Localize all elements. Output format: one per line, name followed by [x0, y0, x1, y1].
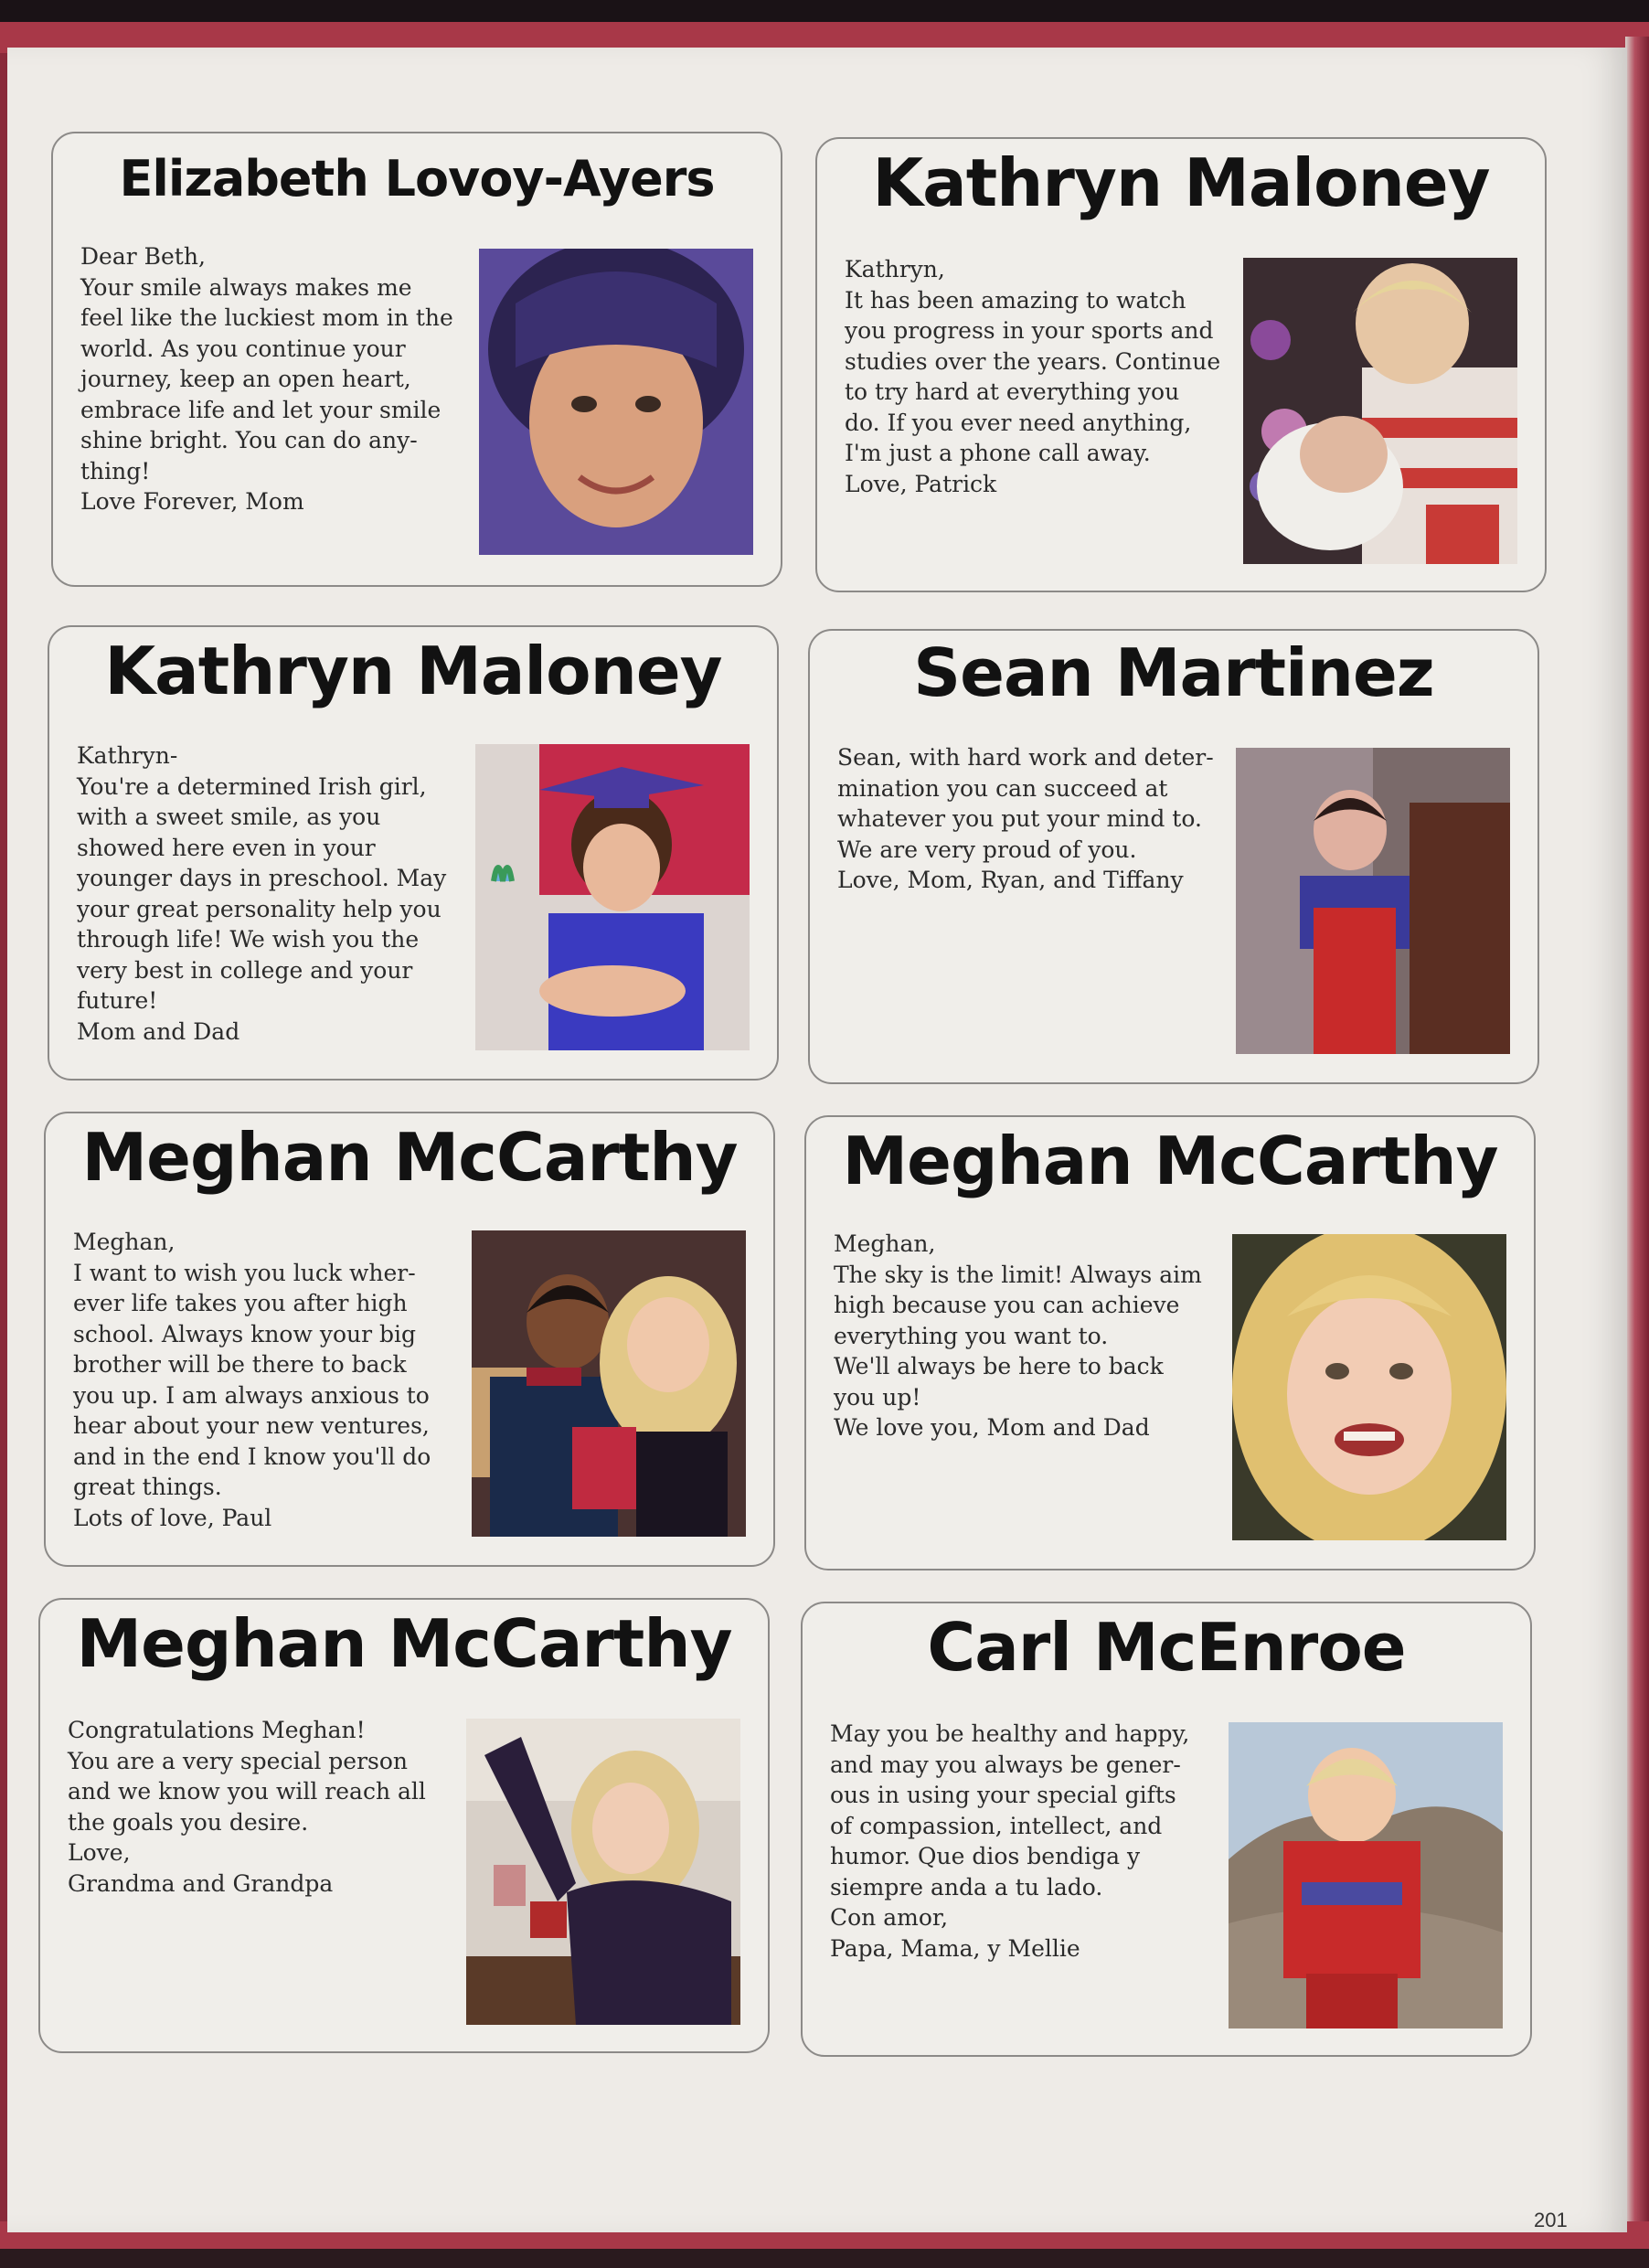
child-portrait-photo: [479, 249, 753, 555]
book-cover-right-edge: [1625, 37, 1649, 2231]
message-text: Sean, with hard work and deter- mination you can succeed at whatever you put your mind to. We are very proud of you. Love, Mom, Ryan, and Tiffany: [837, 744, 1214, 893]
student-name: Kathryn Maloney: [872, 144, 1490, 221]
ad-card-sean-martinez: [808, 629, 1539, 1084]
preschool-graduation-photo: [475, 744, 750, 1050]
student-name: Elizabeth Lovoy-Ayers: [119, 150, 715, 208]
message-text: Kathryn- You're a determined Irish girl, with a sweet smile, as you showed here even in your younger days in preschool. May your great personality help you through life! We wish you the very best in college and your future! Mom and Dad: [77, 742, 447, 1045]
child-with-baby-photo: [1243, 258, 1517, 564]
student-name: Meghan McCarthy: [81, 1119, 738, 1196]
message-text: May you be healthy and happy, and may you always be gener- ous in using your special gifts of compassion, intellect, and humor. Que dios bendiga y siempre anda a tu lado. Con amor, Papa, Mama, y Mellie: [830, 1720, 1190, 1962]
ad-card-meghan-mccarthy-2: [804, 1115, 1536, 1571]
book-cover-top-edge: [0, 0, 1649, 53]
student-name: Carl McEnroe: [927, 1609, 1406, 1686]
ad-card-elizabeth-lovoy-ayers: [51, 132, 782, 587]
ad-card-carl-mcenroe: [801, 1602, 1532, 2057]
student-name: Meghan McCarthy: [842, 1123, 1498, 1199]
ad-card-kathryn-maloney-1: [815, 137, 1547, 592]
ad-card-meghan-mccarthy-1: [44, 1112, 775, 1567]
smiling-girl-photo: [1232, 1234, 1506, 1540]
boy-outdoors-photo: [1229, 1722, 1503, 2028]
message-text: Congratulations Meghan! You are a very special person and we know you will reach all the goals you desire. Love, Grandma and Grandpa: [68, 1717, 426, 1897]
message-text: Meghan, I want to wish you luck wher- ever life takes you after high school. Always know your big brother will be there to back you up. I am always anxious to hear about your new ventures, and in the end I know you'll do great things. Lots of love, Paul: [73, 1229, 431, 1531]
girl-in-kitchen-photo: [466, 1719, 740, 2025]
message-text: Meghan, The sky is the limit! Always aim high because you can achieve everything you want to. We'll always be here to back you up! We love you, Mom and Dad: [834, 1230, 1202, 1441]
toddler-photo: [1236, 748, 1510, 1054]
ad-card-kathryn-maloney-2: [48, 625, 779, 1081]
student-name: Sean Martinez: [913, 634, 1434, 711]
siblings-photo: [472, 1230, 746, 1537]
message-text: Kathryn, It has been amazing to watch you progress in your sports and studies over the years. Continue to try hard at everything you do. If you ever need anything, I'm just a phone call away. Love, Patrick: [845, 256, 1221, 497]
ad-card-meghan-mccarthy-3: [38, 1598, 770, 2053]
page-number: 201: [1534, 2209, 1568, 2231]
yearbook-page: [7, 48, 1627, 2232]
student-name: Kathryn Maloney: [104, 633, 722, 709]
message-text: Dear Beth, Your smile always makes me feel like the luckiest mom in the world. As you continue your journey, keep an open heart, embrace life and let your smile shine bright. You can do any- thing! Love Forever, Mom: [80, 243, 453, 515]
student-name: Meghan McCarthy: [76, 1605, 732, 1682]
